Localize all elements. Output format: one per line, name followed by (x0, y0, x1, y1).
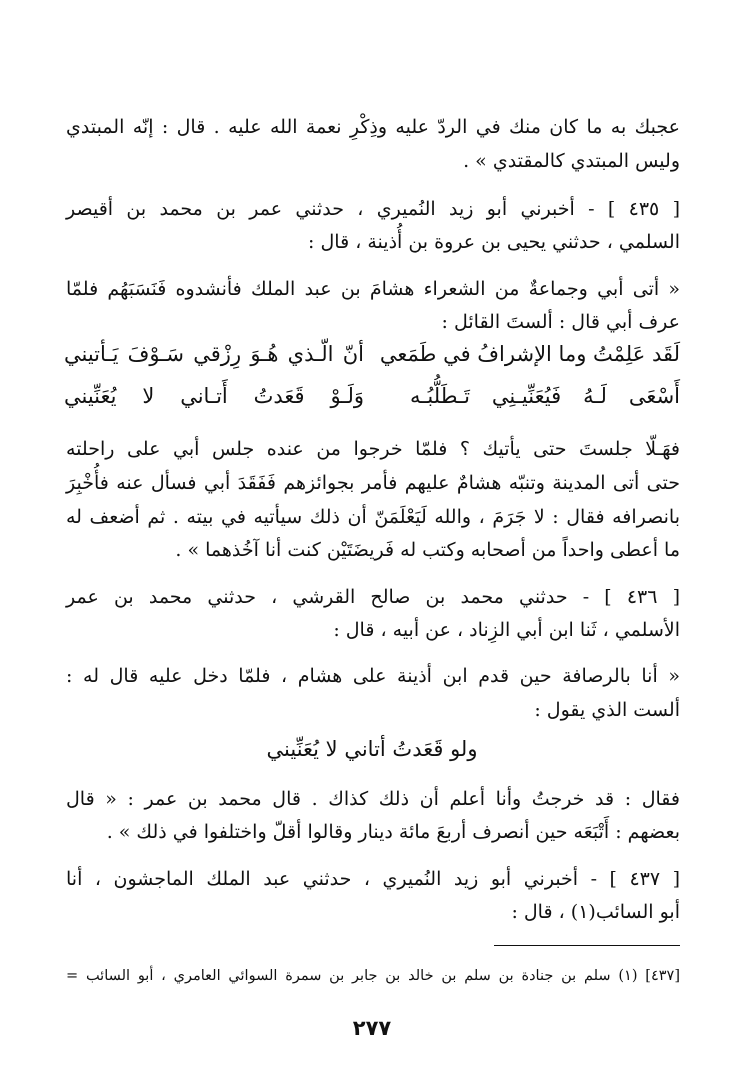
narration-437-line: [ ٤٣٧ ] - أخبرني أبو زيد النُميري ، حدثني عبد الملك الماجشون ، أنا (66, 868, 681, 890)
text-line: فهَـلّا جلستَ حتى يأتيك ؟ فلمّا خرجوا من عنده جلس أبي على راحلته (66, 438, 680, 460)
text-line: وليس المبتدي كالمقتدي » . (463, 150, 680, 172)
narration-436-line: [ ٤٣٦ ] - حدثني محمد بن صالح القرشي ، حدثني محمد بن عمر (66, 586, 681, 608)
verse-2-second-hemistich: وَلَـوْ قَعَدتُ أَتـاني لا يُعَنِّيني (64, 384, 364, 408)
text-line: بعضهم : أَتْبَعَه حين أنصرف أربعَ مائة دينار وقالوا أقلّ واختلفوا في ذلك » . (106, 821, 680, 843)
verse-1-first-hemistich: لَقَد عَلِمْتُ وما الإشرافُ في طَمَعي (379, 342, 680, 366)
page-number: ٢٧٧ (352, 1016, 392, 1040)
text-line: « أنا بالرصافة حين قدم ابن أذينة على هشام ، فلمّا دخل عليه قال له : (66, 665, 680, 687)
footnote-separator (494, 945, 680, 946)
text-line: فقال : قد خرجتُ وأنا أعلم أن ذلك كذاك . قال محمد بن عمر : « قال (66, 788, 680, 810)
text-line: حتى أتى المدينة وتنبّه هشامٌ عليهم فأمر بجوائزهم فَفَقَدَ أبي فسأل عنه فأُخْبِرَ (66, 472, 680, 494)
verse-2-first-hemistich: أَسْعَى لَـهُ فَيُعَنِّيـنِي تَـطَلُّبُـه (410, 384, 680, 408)
text-line: الأسلمي ، ثَنا ابن أبي الزِناد ، عن أبيه ، قال : (333, 619, 680, 641)
footnote: [٤٣٧] (١) سلم بن جنادة بن سلم بن خالد بن جابر بن سمرة السوائي العامري ، أبو السائب = (66, 968, 680, 984)
text-line: « أتى أبي وجماعةٌ من الشعراء هشامَ بن عبد الملك فأنشدوه فَنَسَبَهُم فلمّا (66, 278, 680, 300)
text-line: أبو السائب(١) ، قال : (511, 901, 680, 923)
text-line: السلمي ، حدثني يحيى بن عروة بن أُذينة ، قال : (308, 231, 680, 253)
text-line: عرف أبي قال : ألستَ القائل : (441, 311, 680, 333)
text-line: بانصرافه فقال : لا جَرَمَ ، والله لَيَعْلَمَنّ أن ذلك سيأتيه في بيته . ثم أضعف له (66, 506, 680, 528)
quoted-hemistich: ولو قَعَدتُ أتاني لا يُعَنِّيني (266, 737, 478, 761)
text-line: ألست الذي يقول : (534, 699, 680, 721)
narration-435-line: [ ٤٣٥ ] - أخبرني أبو زيد النُميري ، حدثني عمر بن محمد بن أقيصر (66, 198, 681, 220)
verse-1-second-hemistich: أنّ الّـذي هُـوَ رِزْقي سَـوْفَ يَـأتيني (64, 342, 364, 366)
text-line: ما أعطى واحداً من أصحابه وكتب له فَريضَتَيْن كنت أنا آخُذهما » . (175, 539, 680, 561)
text-line: عجبك به ما كان منك في الردّ عليه وذِكْرِ نعمة الله عليه . قال : إنّه المبتدي (66, 116, 680, 138)
